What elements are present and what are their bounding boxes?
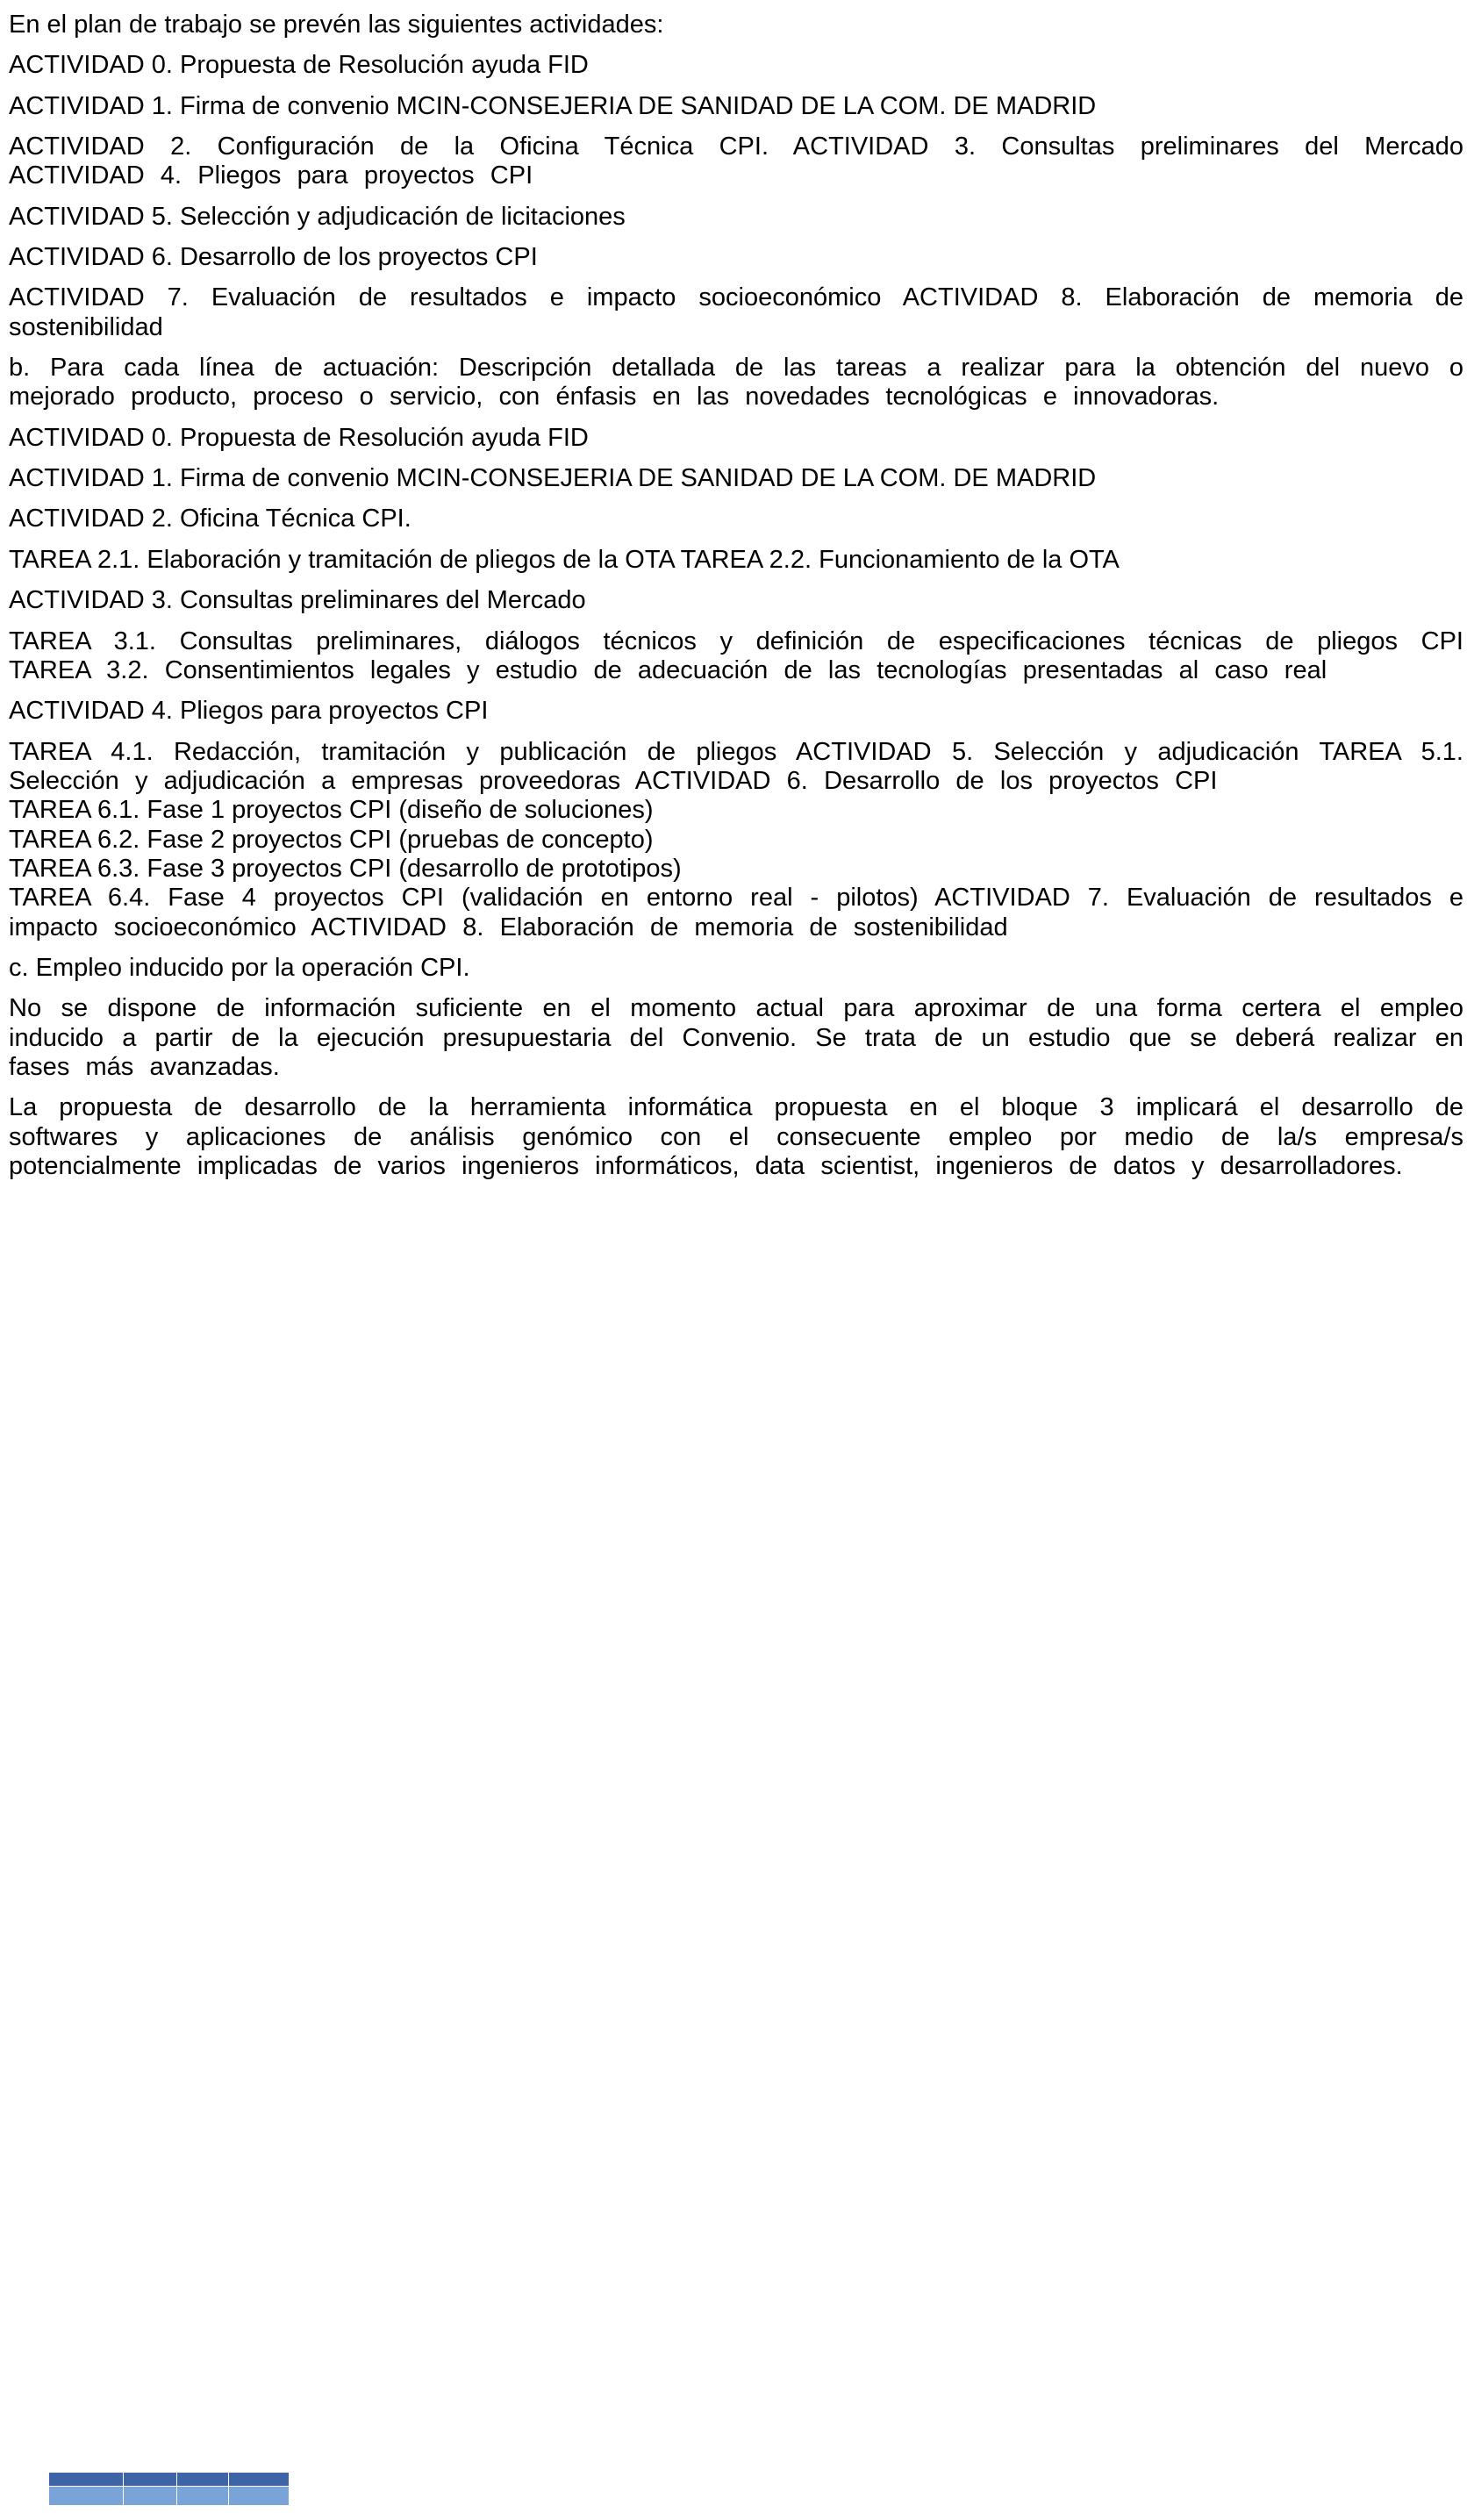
paragraph: TAREA 2.1. Elaboración y tramitación de pliegos de la OTA TAREA 2.2. Funcionamiento de la OTA xyxy=(9,545,1120,574)
paragraph: ACTIVIDAD 2. Configuración de la Oficina Técnica CPI. ACTIVIDAD 3. Consultas preliminares del Mercado ACTIVIDAD 4. Pliegos para proyectos CPI xyxy=(9,132,1463,190)
paragraph: ACTIVIDAD 4. Pliegos para proyectos CPI xyxy=(9,697,489,726)
paragraph: TAREA 6.1. Fase 1 proyectos CPI (diseño de soluciones) xyxy=(9,796,654,825)
paragraph: b. Para cada línea de actuación: Descripción detallada de las tareas a realizar para la obtención del nuevo o mejorado producto, proceso o servicio, con énfasis en las novedades tecnológicas e innovadoras. xyxy=(9,354,1463,412)
paragraph: TAREA 6.3. Fase 3 proyectos CPI (desarrollo de prototipos) xyxy=(9,854,682,883)
paragraph: ACTIVIDAD 5. Selección y adjudicación de licitaciones xyxy=(9,202,626,231)
paragraph: ACTIVIDAD 7. Evaluación de resultados e impacto socioeconómico ACTIVIDAD 8. Elaboración de memoria de sostenibilidad xyxy=(9,283,1463,341)
paragraph: ACTIVIDAD 6. Desarrollo de los proyectos CPI xyxy=(9,243,538,272)
fragment-cell xyxy=(124,2473,176,2486)
paragraph: No se dispone de información suficiente en el momento actual para aproximar de una forma certera el empleo inducido a partir de la ejecución presupuestaria del Convenio. Se trata de un estudio que se deberá realizar en fases más avanzadas. xyxy=(9,994,1463,1081)
paragraph: ACTIVIDAD 3. Consultas preliminares del Mercado xyxy=(9,586,586,615)
paragraph: La propuesta de desarrollo de la herramienta informática propuesta en el bloque 3 implicará el desarrollo de softwares y aplicaciones de análisis genómico con el consecuente empleo por medio de la/s empresa/s potencialmente implicadas de varios ingenieros informáticos, data scientist, ingenieros de datos y desarrolladores. xyxy=(9,1093,1463,1180)
paragraph: c. Empleo inducido por la operación CPI. xyxy=(9,953,470,982)
fragment-cell xyxy=(49,2487,123,2505)
fragment-cell xyxy=(177,2473,228,2486)
paragraph: TAREA 4.1. Redacción, tramitación y publicación de pliegos ACTIVIDAD 5. Selección y adjudicación TAREA 5.1. Selección y adjudicación a empresas proveedoras ACTIVIDAD 6. Desarrollo de los proyectos CPI xyxy=(9,737,1463,795)
paragraph: ACTIVIDAD 0. Propuesta de Resolución ayuda FID xyxy=(9,51,589,80)
paragraph: TAREA 6.2. Fase 2 proyectos CPI (pruebas de concepto) xyxy=(9,825,654,854)
fragment-cell xyxy=(229,2487,289,2505)
paragraph: ACTIVIDAD 1. Firma de convenio MCIN-CONSEJERIA DE SANIDAD DE LA COM. DE MADRID xyxy=(9,91,1097,120)
fragment-cell xyxy=(177,2487,228,2505)
paragraph: TAREA 6.4. Fase 4 proyectos CPI (validación en entorno real - pilotos) ACTIVIDAD 7. Evaluación de resultados e impacto socioeconómico ACTIVIDAD 8. Elaboración de memoria de sostenibilidad xyxy=(9,884,1463,941)
fragment-cell xyxy=(49,2473,123,2486)
fragment-cell xyxy=(229,2473,289,2486)
paragraph: TAREA 3.1. Consultas preliminares, diálogos técnicos y definición de especificaciones técnicas de pliegos CPI TAREA 3.2. Consentimientos legales y estudio de adecuación de las tecnologías presentadas al caso real xyxy=(9,626,1463,684)
fragment-cell xyxy=(124,2487,176,2505)
document-page xyxy=(0,0,1474,1192)
paragraph: ACTIVIDAD 1. Firma de convenio MCIN-CONSEJERIA DE SANIDAD DE LA COM. DE MADRID xyxy=(9,464,1097,493)
footer-fragment xyxy=(49,2473,286,2504)
paragraph: ACTIVIDAD 2. Oficina Técnica CPI. xyxy=(9,505,411,533)
paragraph: En el plan de trabajo se prevén las siguientes actividades: xyxy=(9,11,664,39)
paragraph: ACTIVIDAD 0. Propuesta de Resolución ayuda FID xyxy=(9,423,589,452)
